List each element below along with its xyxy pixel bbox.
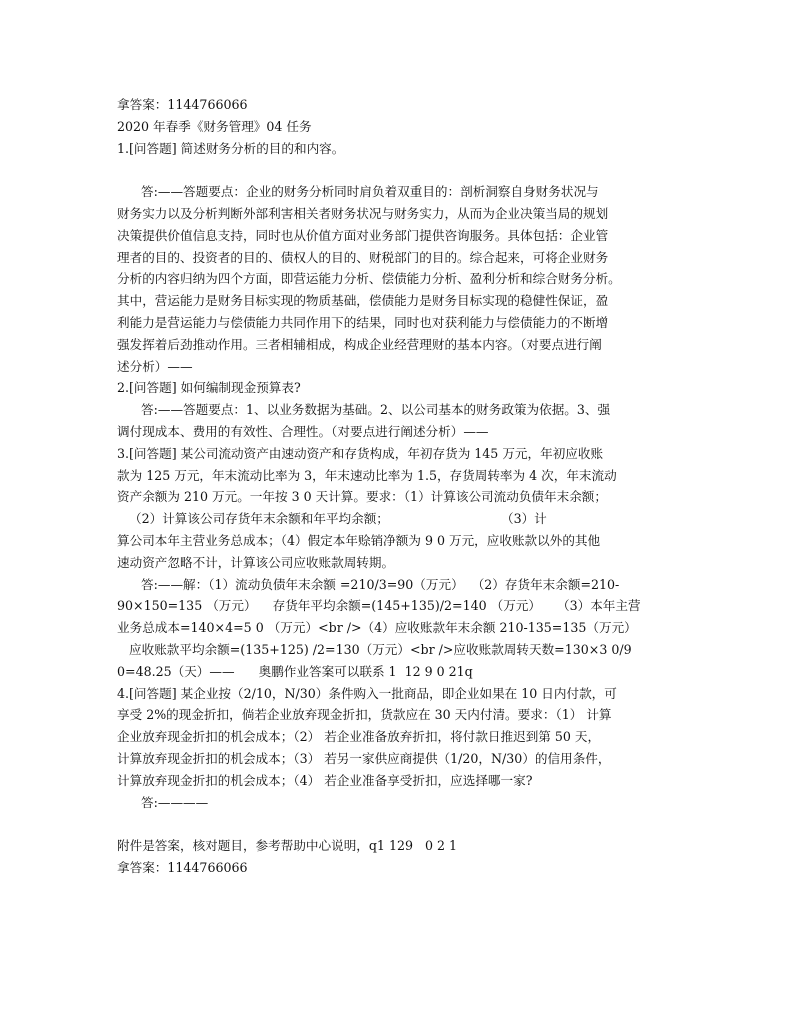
answer-1-line-5: 分析的内容归纳为四个方面，即营运能力分析、偿债能力分析、盈利分析和综合财务分析。	[117, 271, 621, 287]
answer-1-line-3: 决策提供价值信息支持，同时也从价值方面对业务部门提供咨询服务。具体包括：企业管	[117, 227, 609, 243]
question-2: 2.[问答题] 如何编制现金预算表?	[117, 380, 301, 396]
question-3-line-5: 算公司本年主营业务总成本；（4）假定本年赊销净额为 9 0 万元，应收账款以外的其他	[117, 532, 601, 548]
answer-1-line-2: 财务实力以及分析判断外部利害相关者财务状况与财务实力，从而为企业决策当局的规划	[117, 205, 609, 221]
question-3-line-1: 3.[问答题] 某公司流动资产由速动资产和存货构成，年初存货为 145 万元，年初应收账	[117, 445, 604, 461]
answer-1-line-6: 其中，营运能力是财务目标实现的物质基础，偿债能力是财务目标实现的稳健性保证，盈	[117, 293, 609, 309]
question-4-line-4: 计算放弃现金折扣的机会成本；（3） 若另一家供应商提供（1/20，N/30）的信用条件，	[117, 750, 611, 766]
answer-3-line-2: 90×150=135 （万元） 存货年平均余额=(145+135)/2=140 （万元） （3）本年主营	[117, 598, 641, 614]
question-4-line-5: 计算放弃现金折扣的机会成本；（4） 若企业准备享受折扣，应选择哪一家?	[117, 772, 533, 788]
answer-3-line-4: 应收账款平均余额=(135+125) /2=130（万元）<br />应收账款周转天数=130×3 0/9	[117, 641, 632, 657]
document-body	[117, 94, 677, 879]
answer-3-line-5: 0=48.25（天）—— 奥鹏作业答案可以联系 1 12 9 0 21q	[117, 663, 473, 679]
answer-2-line-1: 答:——答题要点：1、以业务数据为基础。2、以公司基本的财务政策为依据。3、强	[117, 402, 611, 418]
question-3-line-4: （2）计算该公司存货年末余额和年平均余额； （3）计	[117, 511, 547, 527]
answer-3-line-3: 业务总成本=140×4=5 0 （万元）<br />（4）应收账款年末余额 210-135=135（万元）	[117, 620, 637, 636]
footer-contact: 拿答案：1144766066	[117, 859, 248, 875]
answer-1-line-1: 答:——答题要点：企业的财务分析同时肩负着双重目的：剖析洞察自身财务状况与	[117, 184, 599, 200]
question-1: 1.[问答题] 简述财务分析的目的和内容。	[117, 140, 345, 156]
question-4-line-2: 享受 2%的现金折扣，倘若企业放弃现金折扣，货款应在 30 天内付清。要求：（1） 计算	[117, 707, 612, 723]
spacer	[117, 813, 677, 835]
answer-3-line-1: 答:——解：（1）流动负债年末余额 =210/3=90（万元） （2）存货年末余额=210-	[117, 576, 620, 592]
spacer	[117, 159, 677, 181]
question-3-line-6: 速动资产忽略不计，计算该公司应收账款周转期。	[117, 554, 395, 570]
answer-1-line-9: 述分析）——	[117, 358, 193, 374]
document-title: 2020 年春季《财务管理》04 任务	[117, 118, 312, 134]
answer-1-line-4: 理者的目的、投资者的目的、债权人的目的、财税部门的目的。综合起来，可将企业财务	[117, 249, 609, 265]
answer-1-line-7: 利能力是营运能力与偿债能力共同作用下的结果，同时也对获利能力与偿债能力的不断增	[117, 314, 609, 330]
question-3-line-2: 款为 125 万元，年末流动比率为 3，年末速动比率为 1.5，存货周转率为 4 次，年末流动	[117, 467, 617, 483]
question-3-line-3: 资产余额为 210 万元。一年按 3 0 天计算。要求：（1）计算该公司流动负债年末余额；	[117, 489, 607, 505]
answer-4: 答:————	[117, 794, 209, 810]
answer-1-line-8: 强发挥着后劲推动作用。三者相辅相成，构成企业经营理财的基本内容。（对要点进行阐	[117, 336, 602, 352]
question-4-line-3: 企业放弃现金折扣的机会成本；（2） 若企业准备放弃折扣，将付款日推迟到第 50 天，	[117, 729, 601, 745]
question-4-line-1: 4.[问答题] 某企业按（2/10，N/30）条件购入一批商品，即企业如果在 10 日内付款，可	[117, 685, 617, 701]
answer-2-line-2: 调付现成本、费用的有效性、合理性。（对要点进行阐述分析）——	[117, 423, 489, 439]
footer-note: 附件是答案，核对题目，参考帮助中心说明，q1 129 0 2 1	[117, 838, 458, 854]
contact-line: 拿答案：1144766066	[117, 97, 248, 112]
